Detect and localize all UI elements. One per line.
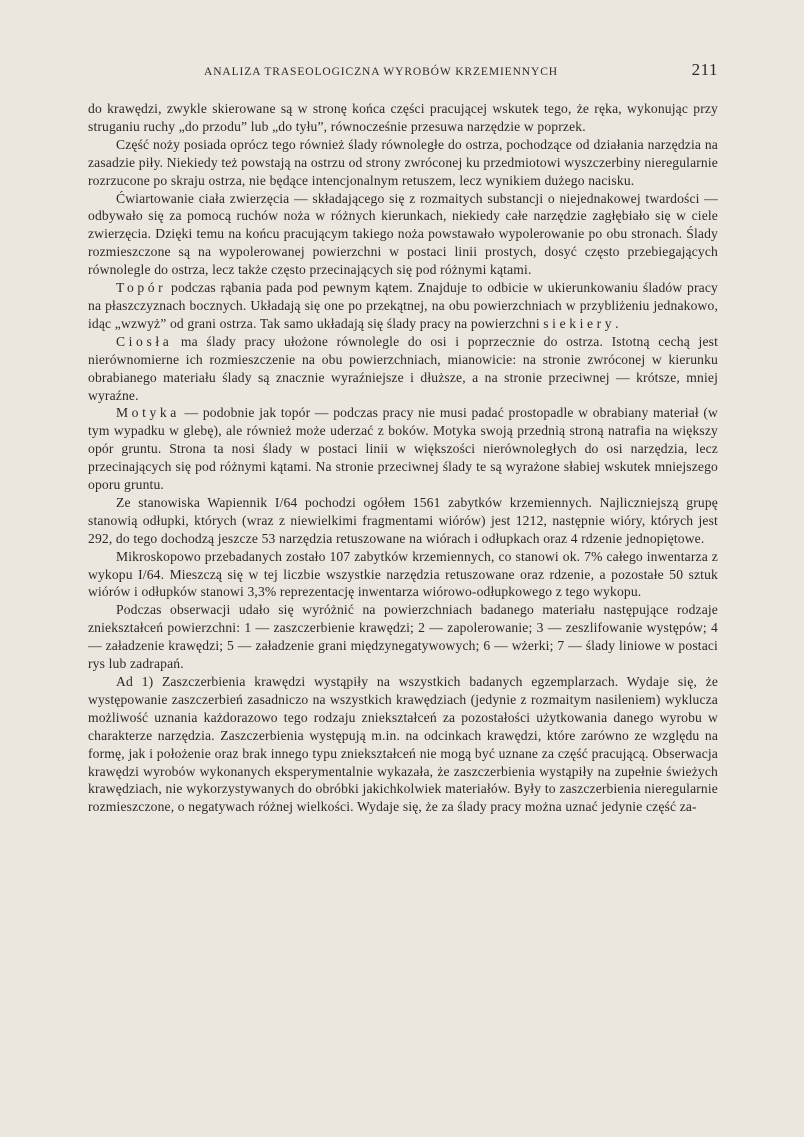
paragraph (88, 100, 718, 136)
paragraph-text: Ze stanowiska Wapiennik I/64 pochodzi ogółem 1561 zabytków krzemiennych. Najliczniejszą grupę stanowią odłupki, których (wraz z niewielkimi fragmentami wiórów) jest 1212, następnie wióry, których jest 292, do tego dochodzą jeszcze 53 narzędzia retuszowane na wiórach i odłupkach oraz 4 rdzenie jednopiętowe. (88, 494, 718, 546)
paragraph-text: Część noży posiada oprócz tego również ślady równoległe do ostrza, pochodzące od działania narzędzia na zasadzie piły. Niekiedy też powstają na ostrzu od strony zwróconej ku przedmiotowi wyszczerbiny nieregularnie rozrzucone po skraju ostrza, nie będące intencjonalnym retuszem, lecz wynikiem dużego nacisku. (88, 136, 718, 188)
paragraph (88, 279, 718, 333)
paragraph-text: Ćwiartowanie ciała zwierzęcia — składającego się z rozmaitych substancji o niejednakowej twardości — odbywało się za pomocą ruchów noża w różnych kierunkach, niekiedy całe narzędzie zagłębiało się w ciele zwierzęcia. Dzięki temu na końcu pracującym takiego noża powstawało wypolerowanie po obu stronach. Ślady rozmieszczone są na wypolerowanej powierzchni w postaci linii prostych, dosyć często przebiegających równolegle do ostrza, lecz także często przecinających się pod różnymi kątami. (88, 190, 718, 278)
paragraph-text: Mikroskopowo przebadanych zostało 107 zabytków krzemiennych, co stanowi ok. 7% całego inwentarza z wykopu I/64. Mieszczą się w tej liczbie wszystkie narzędzia retuszowane oraz rdzenie, a pozostałe 50 sztuk wiórów i odłupków stanowi 3,3% reprezentację inwentarza wiórowo-odłupkowego z tego wykopu. (88, 548, 718, 600)
paragraph (88, 494, 718, 548)
running-title: ANALIZA TRASEOLOGICZNA WYROBÓW KRZEMIENNYCH (204, 66, 558, 78)
paragraph (88, 333, 718, 405)
paragraph (88, 601, 718, 673)
paragraph (88, 673, 718, 816)
spaced-term: Ciosła (116, 333, 173, 349)
paragraph-text: . (615, 315, 619, 331)
running-head (88, 60, 718, 94)
paragraph-text: — podobnie jak topór — podczas pracy nie musi padać prostopadle w obrabiany materiał (w tym wypadku w glebę), ale również może uderzać z boków. Motyka swoją przednią stroną natrafia na większy opór gruntu. Strona ta nosi ślady w postaci linii w większości nierównoległych do osi narzędzia, lecz przecinających się pod różnymi kątami. Na stronie przeciwnej ślady te są wyrażone słabiej wskutek mniejszego oporu gruntu. (88, 405, 718, 493)
spaced-term: siekiery (543, 315, 616, 331)
page-number: 211 (691, 60, 718, 79)
paragraph-text: Ad 1) Zaszczerbienia krawędzi wystąpiły na wszystkich badanych egzemplarzach. Wydaje się, że występowanie zaszczerbień zasadniczo na wszystkich krawędziach (jedynie z rozmaitym nasileniem) wyklucza możliwość uznania każdorazowo tego rodzaju zniekształceń za pozostałości użytkowania danego wyrobu w charakterze narzędzia. Zaszczerbienia występują m.in. na odcinkach krawędzi, które zarówno ze względu na formę, jak i położenie oraz brak innego typu zniekształceń nie mogą być uznane za część pracującą. Obserwacja krawędzi wyrobów wykonanych eksperymentalnie wykazała, że zaszczerbienia wystąpiły na zupełnie świeżych krawędziach, nie wykorzystywanych do obróbki jakichkolwiek materiałów. Były to zaszczerbienia nieregularnie rozmieszczone, o negatywach różnej wielkości. Wydaje się, że za ślady pracy można uznać jedynie część za- (88, 674, 718, 815)
paragraph (88, 404, 718, 494)
paragraph-text: do krawędzi, zwykle skierowane są w stronę końca części pracującej wskutek tego, że ręka, wykonując przy struganiu ruchy „do przodu” lub „do tyłu”, równocześnie przesuwa narzędzie w poprzek. (88, 101, 718, 134)
paragraph (88, 548, 718, 602)
paragraph (88, 190, 718, 280)
spaced-term: Topór (116, 280, 167, 296)
spaced-term: Motyka (116, 405, 180, 421)
paragraph-text: podczas rąbania pada pod pewnym kątem. Znajduje to odbicie w ukierunkowaniu śladów pracy na płaszczyznach bocznych. Układają się one po przekątnej, na obu powierzchniach w przybliżeniu jednakowo, idąc „wzwyż” od grani ostrza. Tak samo układają się ślady pracy na powierzchni (88, 280, 718, 331)
paragraph (88, 136, 718, 190)
paragraph-text: ma ślady pracy ułożone równolegle do osi i poprzecznie do ostrza. Istotną cechą jest nierównomierne ich rozmieszczenie na obu powierzchniach, mianowicie: na stronie zwróconej w kierunku obrabianego materiału ślady są znacznie wyraźniejsze i dłuższe, a na stronie przeciwnej — krótsze, mniej wyraźne. (88, 333, 718, 403)
body-text (88, 100, 718, 816)
paragraph-text: Podczas obserwacji udało się wyróżnić na powierzchniach badanego materiału następujące rodzaje zniekształceń powierzchni: 1 — zaszczerbienie krawędzi; 2 — zapolerowanie; 3 — zeszlifowanie występów; 4 — załadzenie krawędzi; 5 — załadzenie grani międzynegatywowych; 6 — wżerki; 7 — ślady liniowe w postaci rys lub zadrapań. (88, 602, 718, 672)
